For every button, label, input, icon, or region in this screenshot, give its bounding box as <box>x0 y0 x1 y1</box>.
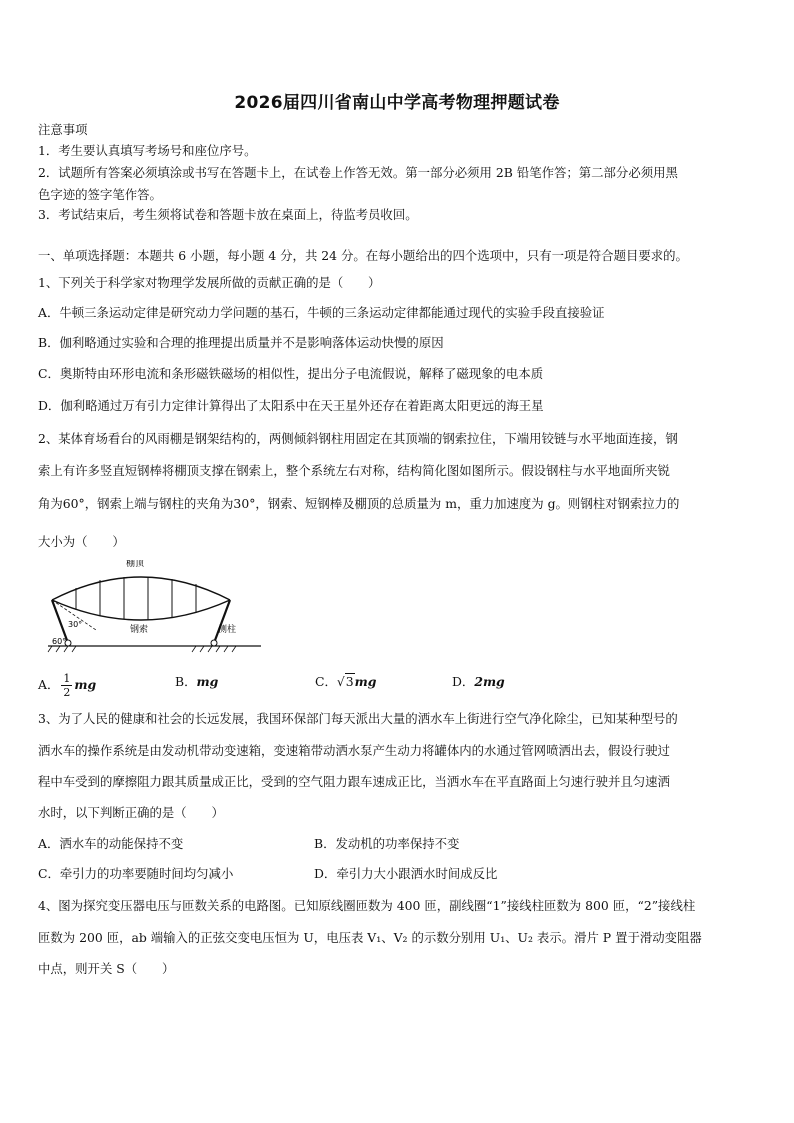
option-d: D．2mg <box>452 674 505 689</box>
option-d: D．牵引力大小跟洒水时间成反比 <box>314 866 498 881</box>
section-heading: 一、单项选择题：本题共 6 小题，每小题 4 分，共 24 分。在每小题给出的四个选项中，只有一项是符合题目要求的。 <box>38 248 688 263</box>
canopy-diagram <box>46 560 266 660</box>
right-pillar <box>214 600 230 643</box>
option-a: A．洒水车的动能保持不变 <box>38 836 184 851</box>
question-3-options-row <box>38 864 763 882</box>
question-3-options-row <box>38 834 763 852</box>
roof-arc <box>52 577 230 600</box>
question-3-stem-line: 洒水车的操作系统是由发动机带动变速箱，变速箱带动洒水泵产生动力将罐体内的水通过管网喷洒出去，假设行驶过 <box>38 743 670 758</box>
option-a: A． $\frac{1}{2}$ mg <box>38 672 97 699</box>
question-1-stem: 1、下列关于科学家对物理学发展所做的贡献正确的是（ ） <box>38 275 381 290</box>
question-2-stem-line: 角为60°，钢索上端与钢柱的夹角为30°，钢索、短钢棒及棚顶的总质量为 m，重力加速度为 g。则钢柱对钢索拉力的 <box>38 496 680 511</box>
pillar-label: 侧柱 <box>218 625 237 635</box>
notice-item: 1．考生要认真填写考场号和座位序号。 <box>38 143 257 158</box>
question-1-option-a: A．牛顿三条运动定律是研究动力学问题的基石，牛顿的三条运动定律都能通过现代的实验手段直接验证 <box>38 305 605 320</box>
notice-item: 3．考试结束后，考生须将试卷和答题卡放在桌面上，待监考员收回。 <box>38 207 418 222</box>
ground-hatch <box>48 646 236 652</box>
question-2-stem-line: 索上有许多竖直短钢棒将棚顶支撑在钢索上，整个系统左右对称，结构简化图如图所示。假设钢柱与水平地面所夹锐 <box>38 463 670 478</box>
angle-bottom-label: 60° <box>52 637 67 646</box>
notice-item: 2．试题所有答案必须填涂或书写在答题卡上，在试卷上作答无效。第一部分必须用 2B 铅笔作答；第二部分必须用黑 <box>38 165 678 180</box>
question-2-stem-line: 大小为（ ） <box>38 534 125 549</box>
question-3-stem-line: 水时，以下判断正确的是（ ） <box>38 805 224 820</box>
cable-label: 钢索 <box>130 625 149 635</box>
question-1-option-d: D．伽利略通过万有引力定律计算得出了太阳系中在天王星外还存在着距离太阳更远的海王星 <box>38 398 544 413</box>
question-2-stem-line: 2、某体育场看台的风雨棚是钢架结构的，两侧倾斜钢柱用固定在其顶端的钢索拉住，下端用铰链与水平地面连接，钢 <box>38 431 678 446</box>
option-c: C．√3mg <box>315 674 377 689</box>
option-b: B．mg <box>175 674 219 689</box>
question-4-stem-line: 中点，则开关 S（ ） <box>38 961 175 976</box>
option-c: C．牵引力的功率要随时间均匀减小 <box>38 866 234 881</box>
question-2-options <box>38 666 763 700</box>
question-1-option-b: B．伽利略通过实验和合理的推理提出质量并不是影响落体运动快慢的原因 <box>38 335 444 350</box>
angle-top-label: 30° <box>68 620 83 629</box>
question-4-stem-line: 匝数为 200 匝，ab 端输入的正弦交变电压恒为 U，电压表 V₁、V₂ 的示数分别用 U₁、U₂ 表示。滑片 P 置于滑动变阻器 <box>38 930 702 945</box>
option-b: B．发动机的功率保持不变 <box>314 836 460 851</box>
cable-curve <box>52 600 230 620</box>
notice-heading: 注意事项 <box>38 122 88 137</box>
roof-label: 棚顶 <box>126 560 145 569</box>
question-4-stem-line: 4、图为探究变压器电压与匝数关系的电路图。已知原线圈匝数为 400 匝，副线圈“1”接线柱匝数为 800 匝，“2”接线柱 <box>38 898 696 913</box>
question-1-option-c: C．奥斯特由环形电流和条形磁铁磁场的相似性，提出分子电流假说，解释了磁现象的电本质 <box>38 366 544 381</box>
page-title: 2026届四川省南山中学高考物理押题试卷 <box>234 93 560 113</box>
question-3-stem-line: 3、为了人民的健康和社会的长远发展，我国环保部门每天派出大量的洒水车上街进行空气净化除尘，已知某种型号的 <box>38 711 678 726</box>
right-hinge <box>211 640 217 646</box>
notice-item: 色字迹的签字笔作答。 <box>38 187 162 202</box>
question-3-stem-line: 程中车受到的摩擦阻力跟其质量成正比，受到的空气阻力跟车速成正比，当洒水车在平直路面上匀速行驶并且匀速洒 <box>38 774 670 789</box>
